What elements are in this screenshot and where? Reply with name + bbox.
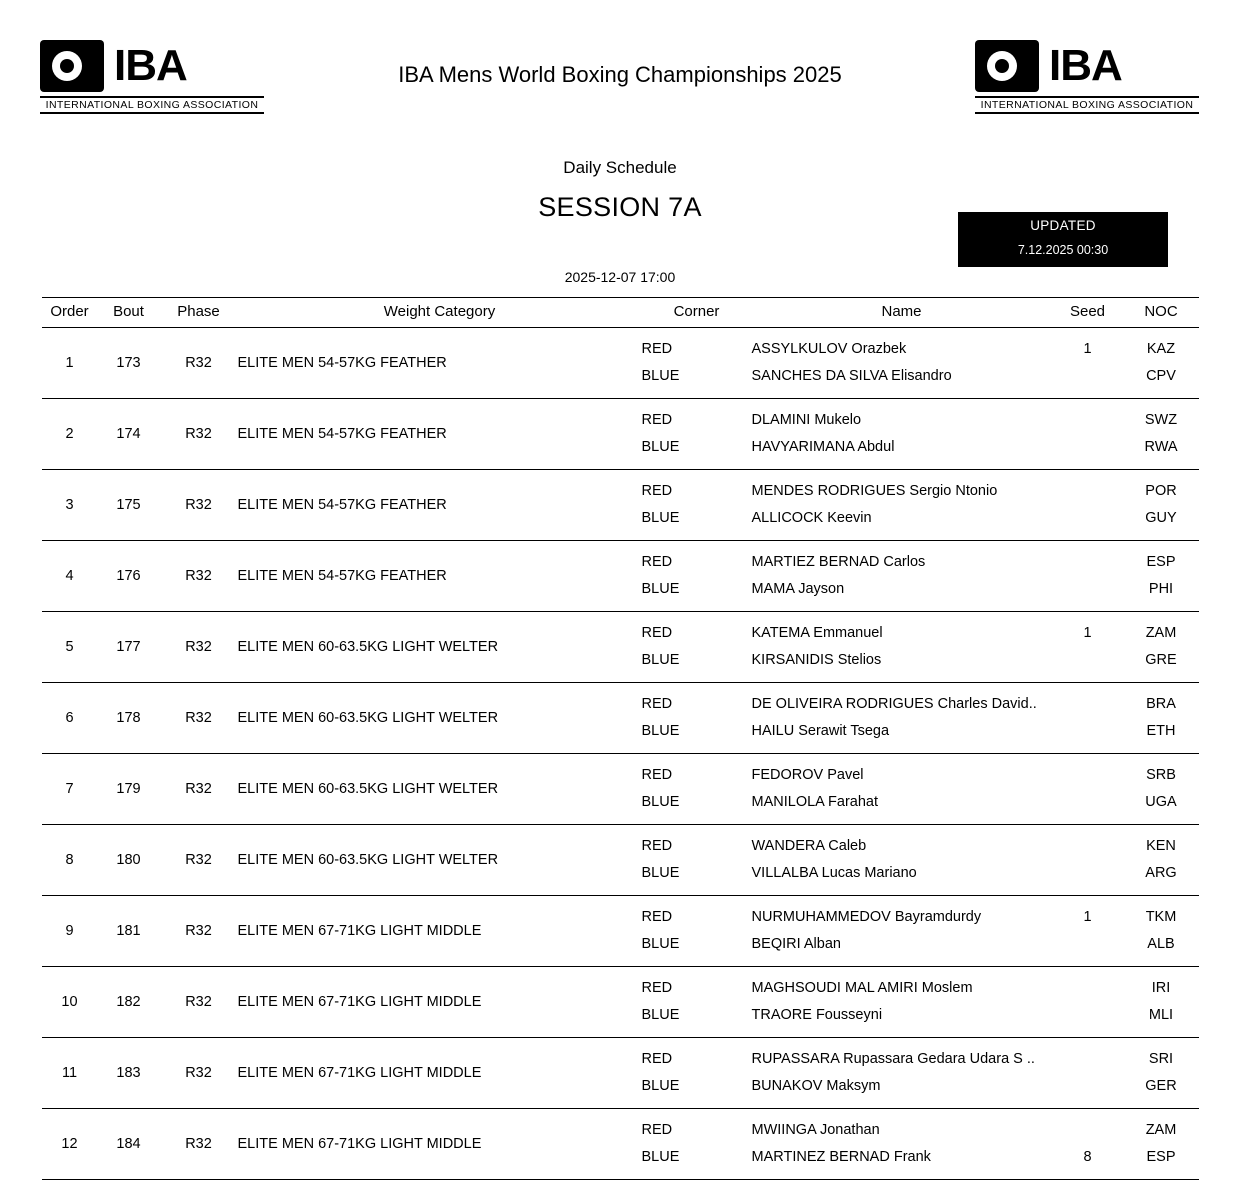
corner-labels [642, 541, 752, 612]
corner-blue-label: BLUE [641, 723, 680, 740]
bout-number [98, 612, 160, 683]
red-boxer-noc: TKM [1145, 909, 1177, 926]
bout-number [98, 967, 160, 1038]
bout-phase-value: R32 [185, 639, 212, 655]
boxer-names [752, 825, 1052, 896]
red-boxer-name: KATEMA Emmanuel [751, 625, 883, 642]
bout-order [42, 541, 98, 612]
bout-phase-value: R32 [185, 852, 212, 868]
nocs [1124, 754, 1199, 825]
blue-boxer-name: BEQIRI Alban [751, 936, 841, 953]
bout-phase [160, 612, 238, 683]
blue-boxer-noc: MLI [1148, 1007, 1174, 1024]
weight-category [238, 328, 642, 399]
column-header-noc: NOC [1124, 298, 1199, 328]
red-boxer-noc: BRA [1146, 696, 1176, 713]
seeds [1052, 612, 1124, 683]
nocs [1124, 825, 1199, 896]
blue-boxer-seed [1052, 789, 1124, 816]
red-boxer-seed: 1 [1083, 341, 1092, 358]
seeds [1052, 1109, 1124, 1180]
table-row [42, 825, 1199, 896]
column-header-phase: Phase [160, 298, 238, 328]
bout-number-value: 173 [116, 355, 141, 371]
boxer-names [752, 754, 1052, 825]
blue-boxer-name: MAMA Jayson [751, 581, 845, 598]
bout-number [98, 470, 160, 541]
iba-logo-subtitle: INTERNATIONAL BOXING ASSOCIATION [40, 96, 264, 114]
corner-red-label: RED [641, 980, 673, 997]
red-boxer-name: MARTIEZ BERNAD Carlos [751, 554, 926, 571]
red-boxer-seed: 1 [1083, 625, 1092, 642]
weight-category [238, 541, 642, 612]
bout-number-value: 175 [116, 497, 141, 513]
red-boxer-noc: SRB [1146, 767, 1176, 784]
bout-order [42, 612, 98, 683]
bout-number [98, 754, 160, 825]
weight-category [238, 470, 642, 541]
bout-order-value: 12 [61, 1136, 78, 1152]
blue-boxer-noc: PHI [1148, 581, 1174, 598]
bout-order-value: 3 [65, 497, 74, 513]
bout-phase [160, 399, 238, 470]
nocs [1124, 328, 1199, 399]
blue-boxer-seed [1052, 718, 1124, 745]
weight-category [238, 825, 642, 896]
red-boxer-seed: 1 [1083, 909, 1092, 926]
weight-category [238, 754, 642, 825]
red-boxer-noc: SWZ [1144, 412, 1178, 429]
corner-blue-label: BLUE [641, 936, 680, 953]
bout-phase-value: R32 [185, 1065, 212, 1081]
seeds [1052, 896, 1124, 967]
session-title: SESSION 7A [538, 192, 702, 222]
blue-boxer-seed [1052, 434, 1124, 461]
corner-labels [642, 825, 752, 896]
blue-boxer-noc: ALB [1147, 936, 1175, 953]
corner-red-label: RED [641, 767, 673, 784]
blue-boxer-noc: GRE [1145, 652, 1177, 669]
blue-boxer-name: BUNAKOV Maksym [751, 1078, 881, 1095]
corner-red-label: RED [641, 909, 673, 926]
red-boxer-noc: KEN [1146, 838, 1176, 855]
boxer-names [752, 612, 1052, 683]
bout-order [42, 683, 98, 754]
blue-boxer-noc: RWA [1144, 439, 1178, 456]
blue-boxer-noc: ARG [1145, 865, 1177, 882]
seeds [1052, 825, 1124, 896]
weight-category-value: ELITE MEN 54-57KG FEATHER [237, 568, 447, 584]
corner-labels [642, 754, 752, 825]
seeds [1052, 1038, 1124, 1109]
nocs [1124, 1038, 1199, 1109]
bout-phase-value: R32 [185, 781, 212, 797]
bout-number [98, 1038, 160, 1109]
blue-boxer-noc: GER [1145, 1078, 1177, 1095]
seeds [1052, 328, 1124, 399]
blue-boxer-name: HAVYARIMANA Abdul [751, 439, 895, 456]
corner-red-label: RED [641, 1122, 673, 1139]
red-boxer-name: ASSYLKULOV Orazbek [751, 341, 907, 358]
red-boxer-name: WANDERA Caleb [751, 838, 867, 855]
red-boxer-seed [1052, 691, 1124, 718]
bout-number-value: 182 [116, 994, 141, 1010]
column-header-name: Name [752, 298, 1052, 328]
corner-labels [642, 612, 752, 683]
bout-order-value: 11 [61, 1065, 78, 1081]
bout-phase [160, 470, 238, 541]
boxer-names [752, 683, 1052, 754]
red-boxer-name: MENDES RODRIGUES Sergio Ntonio [751, 483, 998, 500]
bout-order-value: 8 [65, 852, 74, 868]
blue-boxer-noc: ETH [1146, 723, 1176, 740]
updated-badge [958, 212, 1168, 267]
blue-boxer-seed: 8 [1083, 1149, 1092, 1166]
weight-category [238, 683, 642, 754]
updated-timestamp: 7.12.2025 00:30 [1017, 243, 1109, 257]
red-boxer-noc: KAZ [1146, 341, 1176, 358]
column-header-bout: Bout [98, 298, 160, 328]
table-row [42, 754, 1199, 825]
bout-number-value: 183 [116, 1065, 141, 1081]
table-row [42, 612, 1199, 683]
corner-labels [642, 1109, 752, 1180]
bout-number-value: 174 [116, 426, 141, 442]
weight-category [238, 896, 642, 967]
table-row [42, 967, 1199, 1038]
corner-labels [642, 967, 752, 1038]
table-row [42, 1109, 1199, 1180]
corner-blue-label: BLUE [641, 1078, 680, 1095]
blue-boxer-name: SANCHES DA SILVA Elisandro [751, 368, 952, 385]
bout-number [98, 896, 160, 967]
red-boxer-noc: POR [1145, 483, 1177, 500]
iba-logo-text: IBA [1049, 41, 1122, 90]
bout-order-value: 1 [65, 355, 74, 371]
blue-boxer-name: TRAORE Fousseyni [751, 1007, 883, 1024]
red-boxer-name: DLAMINI Mukelo [751, 412, 862, 429]
bout-number-value: 179 [116, 781, 141, 797]
column-header-order: Order [42, 298, 98, 328]
weight-category [238, 1109, 642, 1180]
table-row [42, 470, 1199, 541]
corner-blue-label: BLUE [641, 794, 680, 811]
corner-blue-label: BLUE [641, 1149, 680, 1166]
corner-blue-label: BLUE [641, 439, 680, 456]
red-boxer-name: NURMUHAMMEDOV Bayramdurdy [751, 909, 982, 926]
bout-order-value: 4 [65, 568, 74, 584]
nocs [1124, 470, 1199, 541]
column-header-corner: Corner [642, 298, 752, 328]
updated-label: UPDATED [1030, 218, 1096, 233]
blue-boxer-noc: GUY [1145, 510, 1177, 527]
iba-logo-subtitle: INTERNATIONAL BOXING ASSOCIATION [975, 96, 1199, 114]
bout-order-value: 5 [65, 639, 74, 655]
weight-category [238, 612, 642, 683]
bout-number [98, 825, 160, 896]
weight-category-value: ELITE MEN 60-63.5KG LIGHT WELTER [237, 639, 499, 655]
bout-order [42, 328, 98, 399]
red-boxer-name: DE OLIVEIRA RODRIGUES Charles David.. [751, 696, 1037, 713]
bout-number-value: 180 [116, 852, 141, 868]
column-header-seed: Seed [1052, 298, 1124, 328]
red-boxer-seed [1052, 478, 1124, 505]
bout-phase-value: R32 [185, 710, 212, 726]
weight-category-value: ELITE MEN 67-71KG LIGHT MIDDLE [237, 994, 482, 1010]
weight-category-value: ELITE MEN 67-71KG LIGHT MIDDLE [237, 1136, 482, 1152]
red-boxer-seed [1052, 975, 1124, 1002]
bout-order-value: 2 [65, 426, 74, 442]
blue-boxer-seed [1052, 647, 1124, 674]
session-datetime: 2025-12-07 17:00 [564, 269, 676, 285]
blue-boxer-name: KIRSANIDIS Stelios [751, 652, 882, 669]
weight-category-value: ELITE MEN 67-71KG LIGHT MIDDLE [237, 923, 482, 939]
bout-phase [160, 967, 238, 1038]
boxer-names [752, 896, 1052, 967]
bout-phase [160, 541, 238, 612]
bout-phase [160, 896, 238, 967]
bout-order-value: 7 [65, 781, 74, 797]
red-boxer-name: FEDOROV Pavel [751, 767, 864, 784]
nocs [1124, 683, 1199, 754]
nocs [1124, 399, 1199, 470]
corner-labels [642, 1038, 752, 1109]
bout-phase-value: R32 [185, 497, 212, 513]
table-row [42, 683, 1199, 754]
boxer-names [752, 1038, 1052, 1109]
red-boxer-seed [1052, 833, 1124, 860]
blue-boxer-noc: CPV [1146, 368, 1176, 385]
bout-number [98, 1109, 160, 1180]
weight-category-value: ELITE MEN 67-71KG LIGHT MIDDLE [237, 1065, 482, 1081]
page-header [0, 0, 1240, 130]
weight-category [238, 967, 642, 1038]
nocs [1124, 967, 1199, 1038]
blue-boxer-noc: UGA [1145, 794, 1177, 811]
bout-phase-value: R32 [185, 923, 212, 939]
corner-red-label: RED [641, 412, 673, 429]
bout-order [42, 896, 98, 967]
bout-order [42, 967, 98, 1038]
bout-number-value: 181 [116, 923, 141, 939]
blue-boxer-seed [1052, 1073, 1124, 1100]
bout-phase-value: R32 [185, 568, 212, 584]
bout-number [98, 399, 160, 470]
nocs [1124, 612, 1199, 683]
blue-boxer-seed [1052, 931, 1124, 958]
corner-red-label: RED [641, 554, 673, 571]
table-row [42, 399, 1199, 470]
corner-red-label: RED [641, 1051, 673, 1068]
blue-boxer-noc: ESP [1146, 1149, 1176, 1166]
weight-category-value: ELITE MEN 54-57KG FEATHER [237, 426, 447, 442]
boxer-names [752, 541, 1052, 612]
seeds [1052, 470, 1124, 541]
red-boxer-seed [1052, 407, 1124, 434]
weight-category-value: ELITE MEN 60-63.5KG LIGHT WELTER [237, 781, 499, 797]
red-boxer-noc: IRI [1151, 980, 1171, 997]
red-boxer-name: MWIINGA Jonathan [751, 1122, 880, 1139]
bout-number-value: 177 [116, 639, 141, 655]
bout-order [42, 470, 98, 541]
blue-boxer-seed [1052, 363, 1124, 390]
corner-labels [642, 328, 752, 399]
seeds [1052, 754, 1124, 825]
bout-order [42, 1109, 98, 1180]
boxer-names [752, 328, 1052, 399]
daily-schedule-label: Daily Schedule [563, 158, 677, 177]
bout-number [98, 328, 160, 399]
seeds [1052, 541, 1124, 612]
red-boxer-seed [1052, 1046, 1124, 1073]
seeds [1052, 399, 1124, 470]
red-boxer-seed [1052, 1117, 1124, 1144]
corner-red-label: RED [641, 341, 673, 358]
bout-phase-value: R32 [185, 1136, 212, 1152]
corner-red-label: RED [641, 838, 673, 855]
boxer-names [752, 470, 1052, 541]
red-boxer-noc: ZAM [1145, 1122, 1177, 1139]
table-row [42, 896, 1199, 967]
bout-order [42, 399, 98, 470]
bout-phase [160, 754, 238, 825]
weight-category-value: ELITE MEN 54-57KG FEATHER [237, 497, 447, 513]
corner-red-label: RED [641, 483, 673, 500]
corner-blue-label: BLUE [641, 368, 680, 385]
boxer-names [752, 967, 1052, 1038]
bout-number-value: 178 [116, 710, 141, 726]
weight-category [238, 399, 642, 470]
table-row [42, 1038, 1199, 1109]
red-boxer-name: MAGHSOUDI MAL AMIRI Moslem [751, 980, 973, 997]
corner-red-label: RED [641, 625, 673, 642]
red-boxer-seed [1052, 762, 1124, 789]
corner-blue-label: BLUE [641, 1007, 680, 1024]
blue-boxer-seed [1052, 860, 1124, 887]
bout-phase-value: R32 [185, 426, 212, 442]
bout-phase-value: R32 [185, 355, 212, 371]
bout-order-value: 10 [61, 994, 78, 1010]
seeds [1052, 967, 1124, 1038]
blue-boxer-name: MARTINEZ BERNAD Frank [751, 1149, 931, 1166]
blue-boxer-name: VILLALBA Lucas Mariano [751, 865, 917, 882]
bout-number-value: 184 [116, 1136, 141, 1152]
blue-boxer-name: ALLICOCK Keevin [751, 510, 872, 527]
bout-number-value: 176 [116, 568, 141, 584]
event-title: IBA Mens World Boxing Championships 2025 [398, 62, 842, 87]
nocs [1124, 896, 1199, 967]
column-header-weight-category: Weight Category [238, 298, 642, 328]
red-boxer-name: RUPASSARA Rupassara Gedara Udara S .. [751, 1051, 1035, 1068]
corner-blue-label: BLUE [641, 581, 680, 598]
bout-phase [160, 825, 238, 896]
weight-category-value: ELITE MEN 60-63.5KG LIGHT WELTER [237, 852, 499, 868]
red-boxer-noc: SRI [1148, 1051, 1174, 1068]
weight-category-value: ELITE MEN 54-57KG FEATHER [237, 355, 447, 371]
red-boxer-seed [1052, 549, 1124, 576]
red-boxer-noc: ZAM [1145, 625, 1177, 642]
blue-boxer-seed [1052, 505, 1124, 532]
boxer-names [752, 1109, 1052, 1180]
blue-boxer-seed [1052, 1002, 1124, 1029]
table-row [42, 541, 1199, 612]
blue-boxer-name: MANILOLA Farahat [751, 794, 879, 811]
blue-boxer-name: HAILU Serawit Tsega [751, 723, 890, 740]
red-boxer-noc: ESP [1146, 554, 1176, 571]
corner-red-label: RED [641, 696, 673, 713]
bout-order-value: 6 [65, 710, 74, 726]
bout-order [42, 825, 98, 896]
iba-logo-text: IBA [114, 41, 187, 90]
bout-phase [160, 1109, 238, 1180]
schedule-table [42, 297, 1199, 1180]
corner-blue-label: BLUE [641, 652, 680, 669]
table-row [42, 328, 1199, 399]
bout-phase [160, 1038, 238, 1109]
bout-phase [160, 328, 238, 399]
corner-labels [642, 470, 752, 541]
weight-category [238, 1038, 642, 1109]
corner-blue-label: BLUE [641, 865, 680, 882]
bout-order-value: 9 [65, 923, 74, 939]
bout-phase [160, 683, 238, 754]
bout-order [42, 754, 98, 825]
corner-blue-label: BLUE [641, 510, 680, 527]
bout-order [42, 1038, 98, 1109]
bout-number [98, 541, 160, 612]
nocs [1124, 541, 1199, 612]
boxer-names [752, 399, 1052, 470]
bout-number [98, 683, 160, 754]
corner-labels [642, 896, 752, 967]
table-header-row [42, 298, 1199, 328]
nocs [1124, 1109, 1199, 1180]
corner-labels [642, 683, 752, 754]
seeds [1052, 683, 1124, 754]
bout-phase-value: R32 [185, 994, 212, 1010]
blue-boxer-seed [1052, 576, 1124, 603]
weight-category-value: ELITE MEN 60-63.5KG LIGHT WELTER [237, 710, 499, 726]
corner-labels [642, 399, 752, 470]
